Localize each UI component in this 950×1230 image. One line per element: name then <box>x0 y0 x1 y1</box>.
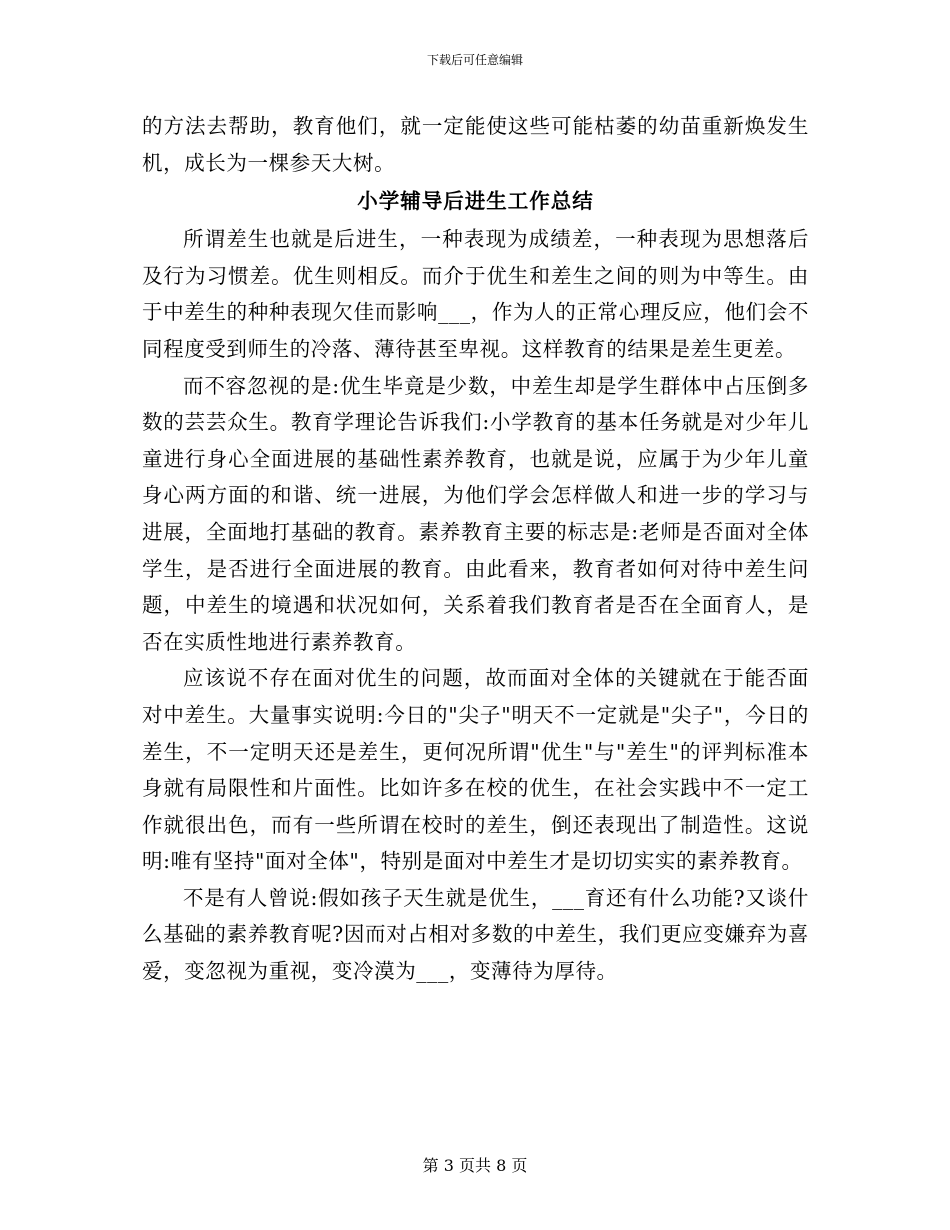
paragraph-2: 而不容忽视的是:优生毕竟是少数，中差生却是学生群体中占压倒多数的芸芸众生。教育学理论告诉我们:小学教育的基本任务就是对少年儿童进行身心全面进展的基础性素养教育，也就是说，应属于为少年儿童身心两方面的和谐、统一进展，为他们学会怎样做人和进一步的学习与进展，全面地打基础的教育。素养教育主要的标志是:老师是否面对全体学生，是否进行全面进展的教育。由此看来，教育者如何对待中差生问题，中差生的境遇和状况如何，关系着我们教育者是否在全面育人，是否在实质性地进行素养教育。 <box>142 373 809 654</box>
page-number: 第 3 页共 8 页 <box>422 1156 528 1175</box>
header-note: 下载后可任意编辑 <box>426 53 523 67</box>
document-body <box>142 108 809 990</box>
continuation-paragraph: 的方法去帮助，教育他们，就一定能使这些可能枯萎的幼苗重新焕发生机，成长为一棵参天大树。 <box>142 114 809 175</box>
paragraph-4: 不是有人曾说:假如孩子天生就是优生，___育还有什么功能?又谈什么基础的素养教育呢?因而对占相对多数的中差生，我们更应变嫌弃为喜爱，变忽视为重视，变冷漠为___，变薄待为厚待。 <box>142 885 809 984</box>
paragraph-1: 所谓差生也就是后进生，一种表现为成绩差，一种表现为思想落后及行为习惯差。优生则相反。而介于优生和差生之间的则为中等生。由于中差生的种种表现欠佳而影响___，作为人的正常心理反应，他们会不同程度受到师生的冷落、薄待甚至卑视。这样教育的结果是差生更差。 <box>142 227 809 361</box>
document-title: 小学辅导后进生工作总结 <box>357 189 594 214</box>
paragraph-3: 应该说不存在面对优生的问题，故而面对全体的关键就在于能否面对中差生。大量事实说明:今日的"尖子"明天不一定就是"尖子"，今日的差生，不一定明天还是差生，更何况所谓"优生"与"差生"的评判标准本身就有局限性和片面性。比如许多在校的优生，在社会实践中不一定工作就很出色，而有一些所谓在校时的差生，倒还表现出了制造性。这说明:唯有坚持"面对全体"，特别是面对中差生才是切切实实的素养教育。 <box>142 666 809 874</box>
